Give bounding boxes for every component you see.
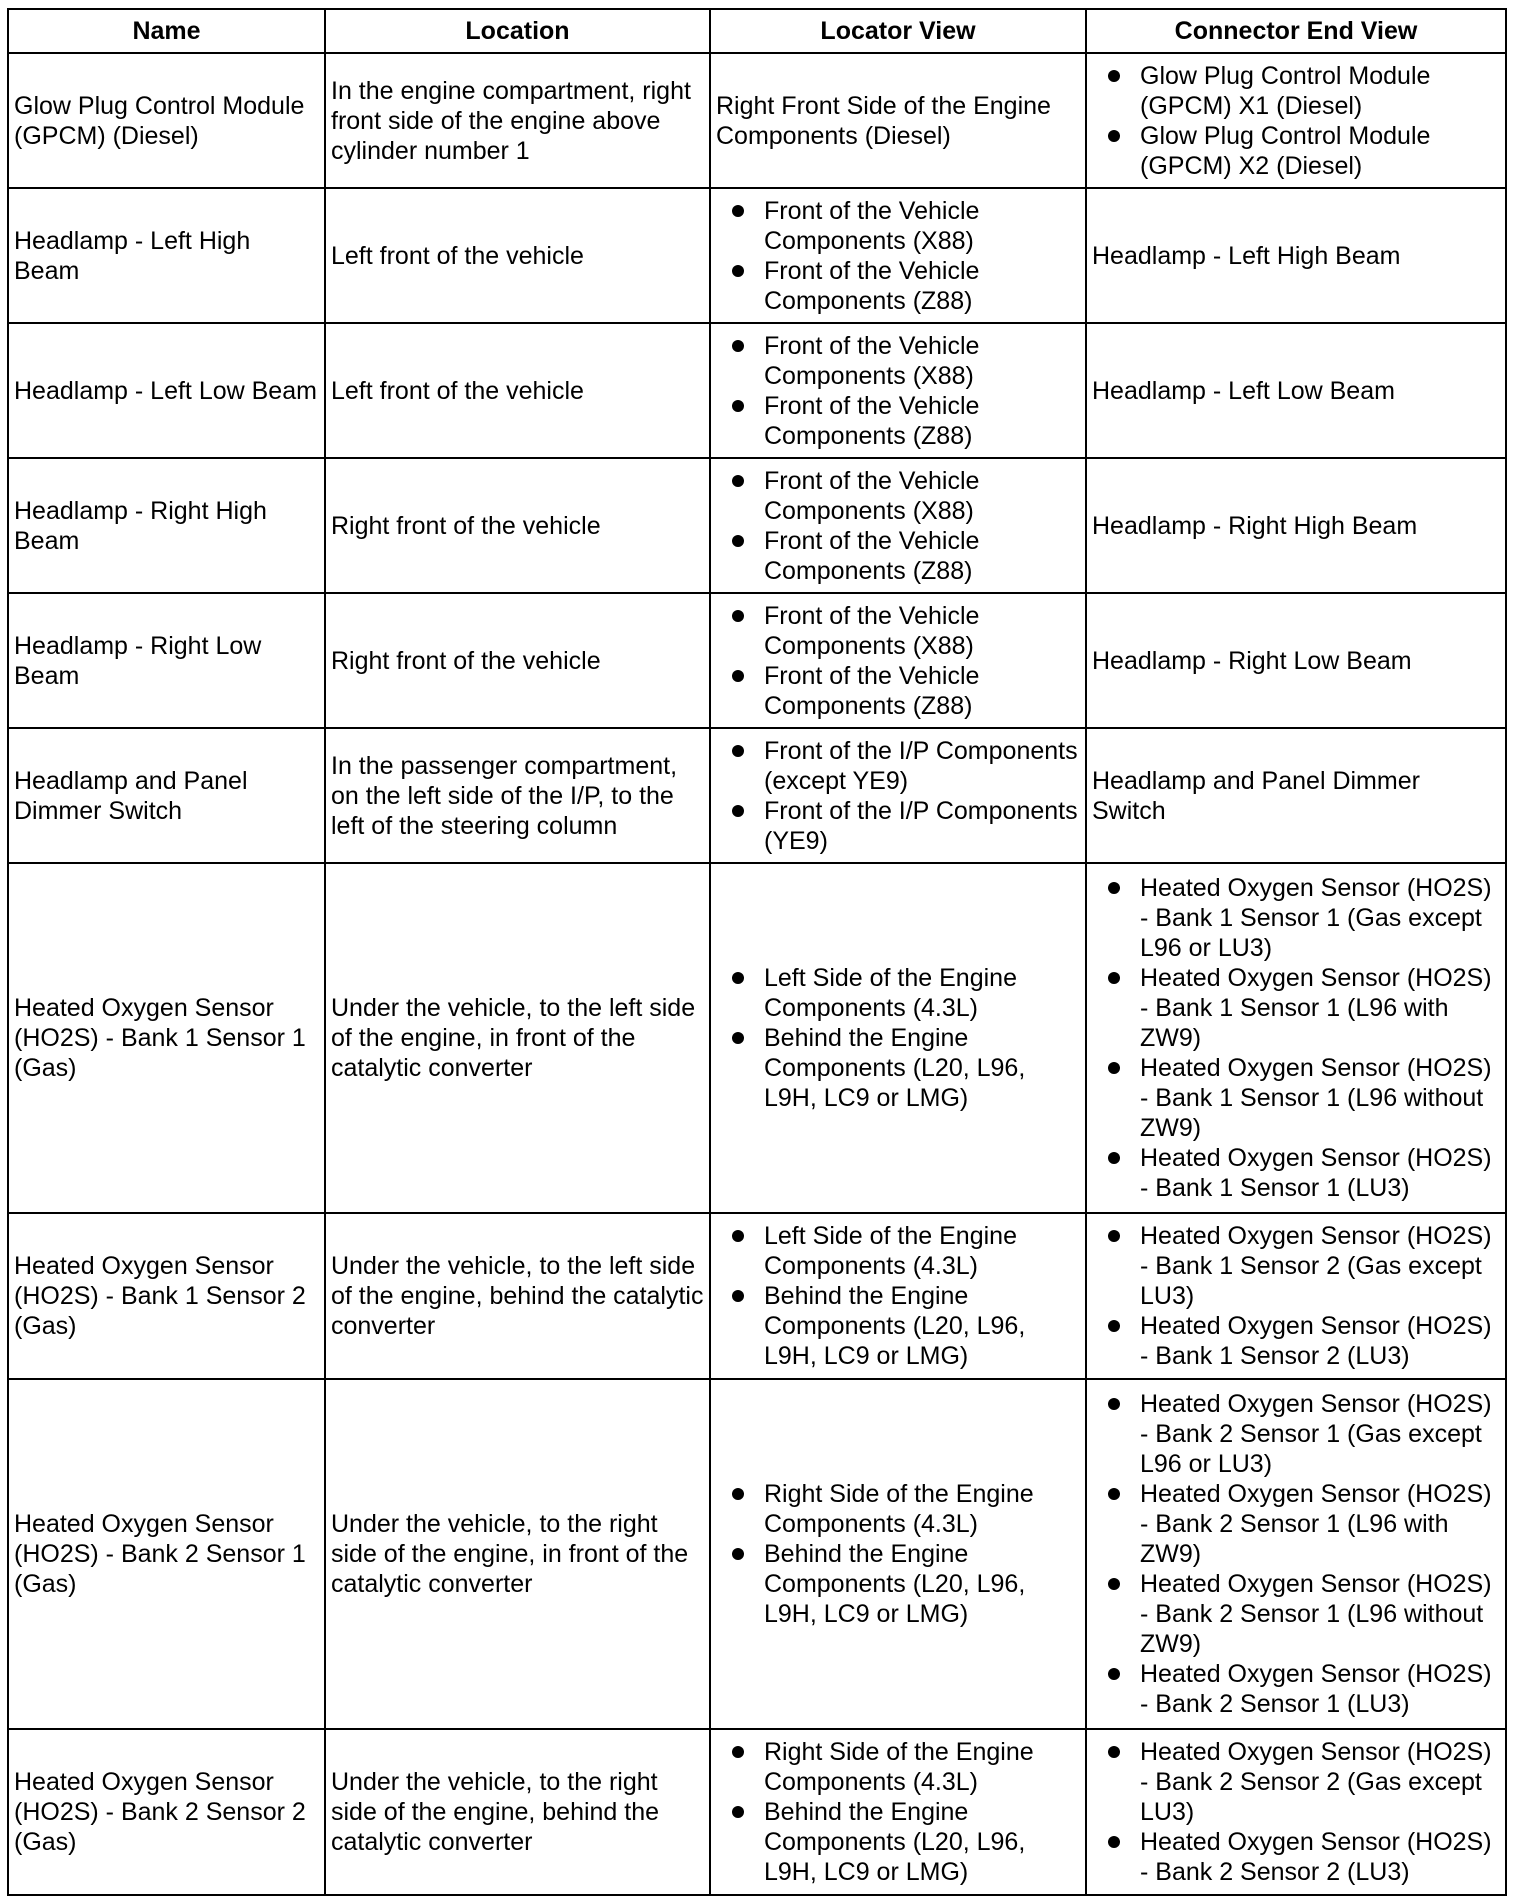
- header-row: [8, 9, 1506, 53]
- list-item: Heated Oxygen Sensor (HO2S) - Bank 1 Sensor 1 (L96 with ZW9): [1092, 963, 1500, 1053]
- table-row: [8, 1379, 1506, 1729]
- list-item: Heated Oxygen Sensor (HO2S) - Bank 2 Sensor 1 (L96 without ZW9): [1092, 1569, 1500, 1659]
- list-item: Heated Oxygen Sensor (HO2S) - Bank 1 Sensor 2 (LU3): [1092, 1311, 1500, 1371]
- component-locator-table: [7, 8, 1507, 1896]
- locator-cell: [710, 188, 1086, 323]
- list-item: Front of the Vehicle Components (Z88): [716, 526, 1080, 586]
- connector-cell: [1086, 1213, 1506, 1379]
- connector-cell: Headlamp and Panel Dimmer Switch: [1086, 728, 1506, 863]
- connector-cell: [1086, 863, 1506, 1213]
- locator-cell: [710, 1213, 1086, 1379]
- list-item: Behind the Engine Components (L20, L96, L9H, LC9 or LMG): [716, 1797, 1080, 1887]
- locator-cell: [710, 1379, 1086, 1729]
- table-row: [8, 863, 1506, 1213]
- list-item: Front of the Vehicle Components (X88): [716, 466, 1080, 526]
- list-item: Heated Oxygen Sensor (HO2S) - Bank 1 Sensor 2 (Gas except LU3): [1092, 1221, 1500, 1311]
- connector-cell: Headlamp - Right Low Beam: [1086, 593, 1506, 728]
- list-item: Glow Plug Control Module (GPCM) X2 (Diesel): [1092, 121, 1500, 181]
- list-item: Front of the Vehicle Components (Z88): [716, 256, 1080, 316]
- name-cell: Headlamp - Left High Beam: [8, 188, 325, 323]
- location-cell: Left front of the vehicle: [325, 188, 710, 323]
- location-cell: Under the vehicle, to the right side of the engine, in front of the catalytic converter: [325, 1379, 710, 1729]
- location-cell: Left front of the vehicle: [325, 323, 710, 458]
- table-row: [8, 53, 1506, 188]
- list-item: Heated Oxygen Sensor (HO2S) - Bank 2 Sensor 1 (L96 with ZW9): [1092, 1479, 1500, 1569]
- connector-cell: [1086, 1729, 1506, 1895]
- list-item: Behind the Engine Components (L20, L96, L9H, LC9 or LMG): [716, 1539, 1080, 1629]
- header-locator-view: Locator View: [710, 9, 1086, 53]
- list-item: Front of the Vehicle Components (Z88): [716, 661, 1080, 721]
- list-item: Left Side of the Engine Components (4.3L): [716, 1221, 1080, 1281]
- list-item: Front of the I/P Components (YE9): [716, 796, 1080, 856]
- name-cell: Heated Oxygen Sensor (HO2S) - Bank 1 Sensor 2 (Gas): [8, 1213, 325, 1379]
- locator-cell: [710, 1729, 1086, 1895]
- list-item: Heated Oxygen Sensor (HO2S) - Bank 2 Sensor 1 (LU3): [1092, 1659, 1500, 1719]
- locator-cell: [710, 593, 1086, 728]
- table-row: [8, 1213, 1506, 1379]
- list-item: Front of the Vehicle Components (X88): [716, 601, 1080, 661]
- list-item: Heated Oxygen Sensor (HO2S) - Bank 1 Sensor 1 (L96 without ZW9): [1092, 1053, 1500, 1143]
- list-item: Front of the Vehicle Components (Z88): [716, 391, 1080, 451]
- list-item: Heated Oxygen Sensor (HO2S) - Bank 1 Sensor 1 (Gas except L96 or LU3): [1092, 873, 1500, 963]
- header-connector-end-view: Connector End View: [1086, 9, 1506, 53]
- locator-cell: Right Front Side of the Engine Components (Diesel): [710, 53, 1086, 188]
- location-cell: In the passenger compartment, on the left side of the I/P, to the left of the steering column: [325, 728, 710, 863]
- table-row: [8, 593, 1506, 728]
- list-item: Front of the I/P Components (except YE9): [716, 736, 1080, 796]
- connector-cell: [1086, 53, 1506, 188]
- name-cell: Glow Plug Control Module (GPCM) (Diesel): [8, 53, 325, 188]
- name-cell: Headlamp and Panel Dimmer Switch: [8, 728, 325, 863]
- name-cell: Heated Oxygen Sensor (HO2S) - Bank 2 Sensor 2 (Gas): [8, 1729, 325, 1895]
- connector-cell: [1086, 1379, 1506, 1729]
- list-item: Behind the Engine Components (L20, L96, L9H, LC9 or LMG): [716, 1281, 1080, 1371]
- location-cell: Right front of the vehicle: [325, 458, 710, 593]
- list-item: Heated Oxygen Sensor (HO2S) - Bank 2 Sensor 1 (Gas except L96 or LU3): [1092, 1389, 1500, 1479]
- name-cell: Headlamp - Right High Beam: [8, 458, 325, 593]
- list-item: Right Side of the Engine Components (4.3L): [716, 1737, 1080, 1797]
- locator-cell: [710, 458, 1086, 593]
- name-cell: Headlamp - Left Low Beam: [8, 323, 325, 458]
- table-row: [8, 728, 1506, 863]
- name-cell: Headlamp - Right Low Beam: [8, 593, 325, 728]
- table-row: [8, 458, 1506, 593]
- list-item: Right Side of the Engine Components (4.3L): [716, 1479, 1080, 1539]
- locator-cell: [710, 728, 1086, 863]
- location-cell: Under the vehicle, to the left side of the engine, in front of the catalytic converter: [325, 863, 710, 1213]
- name-cell: Heated Oxygen Sensor (HO2S) - Bank 2 Sensor 1 (Gas): [8, 1379, 325, 1729]
- header-name: Name: [8, 9, 325, 53]
- table-row: [8, 188, 1506, 323]
- list-item: Front of the Vehicle Components (X88): [716, 196, 1080, 256]
- location-cell: Under the vehicle, to the left side of the engine, behind the catalytic converter: [325, 1213, 710, 1379]
- table-row: [8, 323, 1506, 458]
- list-item: Heated Oxygen Sensor (HO2S) - Bank 2 Sensor 2 (Gas except LU3): [1092, 1737, 1500, 1827]
- header-location: Location: [325, 9, 710, 53]
- location-cell: In the engine compartment, right front side of the engine above cylinder number 1: [325, 53, 710, 188]
- table-row: [8, 1729, 1506, 1895]
- list-item: Front of the Vehicle Components (X88): [716, 331, 1080, 391]
- connector-cell: Headlamp - Left High Beam: [1086, 188, 1506, 323]
- locator-cell: [710, 323, 1086, 458]
- list-item: Heated Oxygen Sensor (HO2S) - Bank 1 Sensor 1 (LU3): [1092, 1143, 1500, 1203]
- list-item: Behind the Engine Components (L20, L96, L9H, LC9 or LMG): [716, 1023, 1080, 1113]
- list-item: Glow Plug Control Module (GPCM) X1 (Diesel): [1092, 61, 1500, 121]
- connector-cell: Headlamp - Left Low Beam: [1086, 323, 1506, 458]
- connector-cell: Headlamp - Right High Beam: [1086, 458, 1506, 593]
- list-item: Left Side of the Engine Components (4.3L): [716, 963, 1080, 1023]
- name-cell: Heated Oxygen Sensor (HO2S) - Bank 1 Sensor 1 (Gas): [8, 863, 325, 1213]
- location-cell: Under the vehicle, to the right side of the engine, behind the catalytic converter: [325, 1729, 710, 1895]
- location-cell: Right front of the vehicle: [325, 593, 710, 728]
- locator-cell: [710, 863, 1086, 1213]
- list-item: Heated Oxygen Sensor (HO2S) - Bank 2 Sensor 2 (LU3): [1092, 1827, 1500, 1887]
